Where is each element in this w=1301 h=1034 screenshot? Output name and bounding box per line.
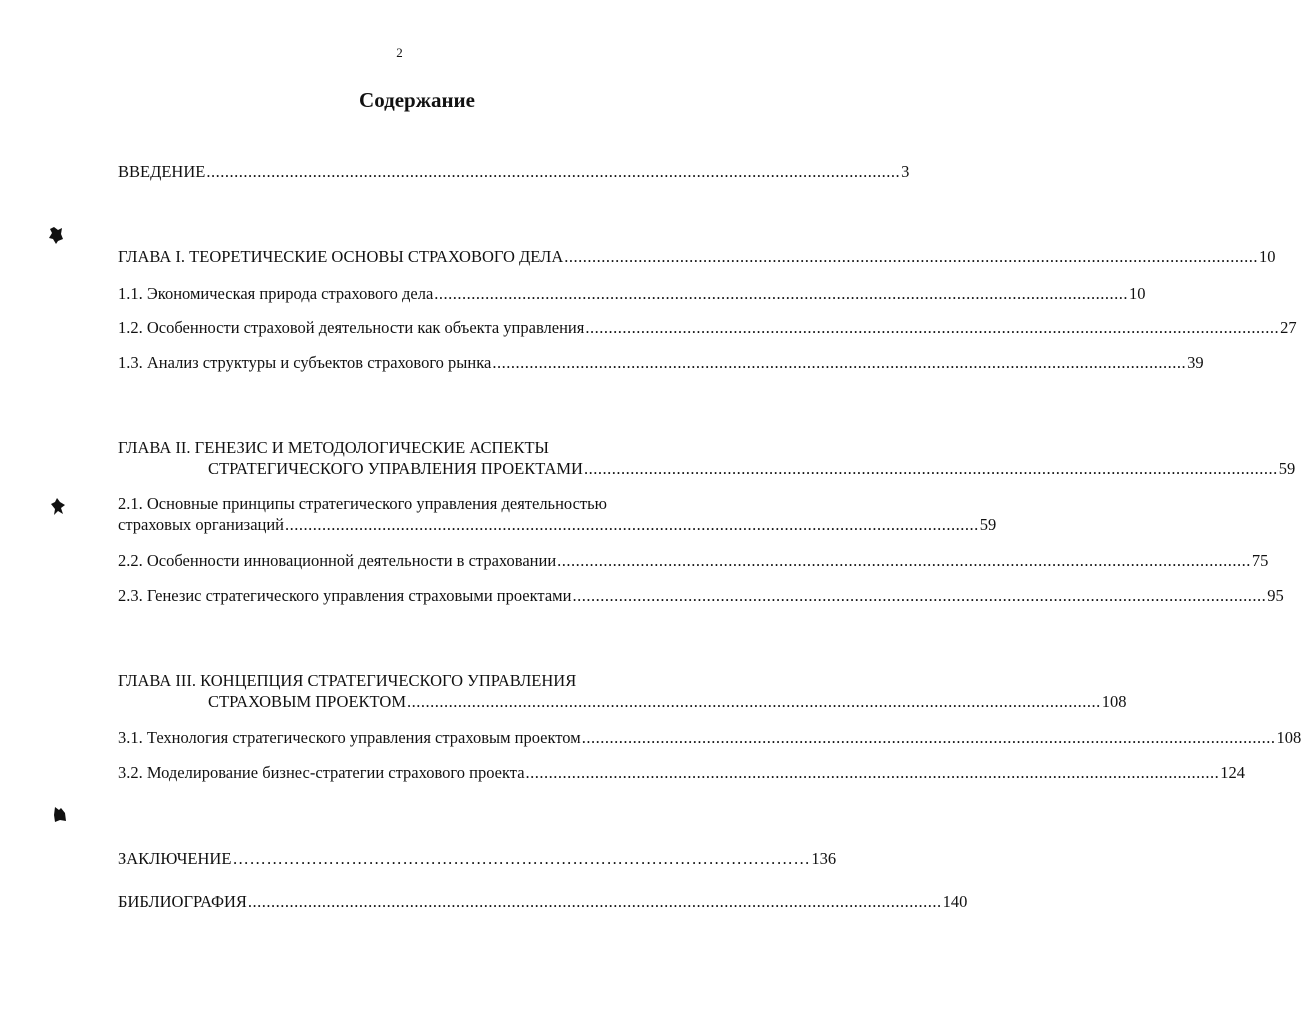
toc-chapter-2[interactable] xyxy=(208,459,1296,479)
ink-blot-icon xyxy=(52,806,68,824)
leader-dots: ...................................................................................................................................................... xyxy=(525,763,1220,782)
toc-page: 75 xyxy=(1251,551,1269,570)
ink-blot-icon xyxy=(48,226,64,244)
leader-dots: ...................................................................................................................................................... xyxy=(572,586,1267,605)
leader-dots: ...................................................................................................................................................... xyxy=(557,551,1251,570)
toc-label: 3.1. Технология стратегического управления страховым проектом xyxy=(118,728,581,747)
toc-chapter-1[interactable] xyxy=(118,247,1276,267)
toc-label: ЗАКЛЮЧЕНИЕ xyxy=(118,849,232,868)
toc-label: 1.3. Анализ структуры и субъектов страхового рынка xyxy=(118,353,492,372)
toc-label: 3.2. Моделирование бизнес-стратегии страхового проекта xyxy=(118,763,525,782)
leader-dots: ………………………………………………………………………………………… xyxy=(232,849,811,868)
toc-chapter-3-line1[interactable]: ГЛАВА III. КОНЦЕПЦИЯ СТРАТЕГИЧЕСКОГО УПРАВЛЕНИЯ xyxy=(118,671,577,690)
leader-dots: ...................................................................................................................................................... xyxy=(206,162,901,181)
leader-dots: ...................................................................................................................................................... xyxy=(583,459,1278,478)
toc-page: 27 xyxy=(1280,318,1297,337)
toc-chapter-2-line1[interactable]: ГЛАВА II. ГЕНЕЗИС И МЕТОДОЛОГИЧЕСКИЕ АСПЕКТЫ xyxy=(118,438,549,457)
leader-dots: ...................................................................................................................................................... xyxy=(564,247,1259,266)
leader-dots: ...................................................................................................................................................... xyxy=(407,692,1101,711)
toc-section-2-3[interactable] xyxy=(118,586,1284,606)
leader-dots: ...................................................................................................................................................... xyxy=(492,353,1187,372)
toc-label: страховых организаций xyxy=(118,515,285,534)
ink-blot-icon xyxy=(50,498,66,516)
toc-page: 95 xyxy=(1267,586,1284,605)
toc-page: 3 xyxy=(901,162,910,181)
toc-section-1-3[interactable] xyxy=(118,353,1204,373)
toc-page: 124 xyxy=(1220,763,1246,782)
toc-page: 39 xyxy=(1187,353,1204,372)
page-number: 2 xyxy=(396,45,403,60)
toc-entry-intro[interactable] xyxy=(118,162,910,182)
toc-entry-conclusion[interactable] xyxy=(118,849,837,869)
toc-section-3-2[interactable] xyxy=(118,763,1246,783)
toc-section-1-1[interactable] xyxy=(118,284,1146,304)
toc-section-2-2[interactable] xyxy=(118,551,1269,571)
page-title: Содержание xyxy=(359,88,475,112)
toc-label: 2.2. Особенности инновационной деятельности в страховании xyxy=(118,551,557,570)
leader-dots: ...................................................................................................................................................... xyxy=(434,284,1129,303)
toc-section-1-2[interactable] xyxy=(118,318,1297,338)
toc-page: 108 xyxy=(1101,692,1127,711)
toc-label: 1.2. Особенности страховой деятельности как объекта управления xyxy=(118,318,585,337)
toc-section-2-1-line1[interactable]: 2.1. Основные принципы стратегического управления деятельностью xyxy=(118,494,607,513)
leader-dots: ...................................................................................................................................................... xyxy=(285,515,979,534)
toc-page: 59 xyxy=(1278,459,1296,478)
leader-dots: ...................................................................................................................................................... xyxy=(581,728,1276,747)
toc-page: 10 xyxy=(1259,247,1276,266)
toc-label: СТРАТЕГИЧЕСКОГО УПРАВЛЕНИЯ ПРОЕКТАМИ xyxy=(208,459,583,478)
toc-page: 10 xyxy=(1129,284,1146,303)
toc-page: 140 xyxy=(942,892,968,911)
toc-section-2-1[interactable] xyxy=(118,515,997,535)
toc-page: 108 xyxy=(1276,728,1301,747)
toc-label: 2.3. Генезис стратегического управления страховыми проектами xyxy=(118,586,572,605)
toc-label: ВВЕДЕНИЕ xyxy=(118,162,206,181)
toc-page: 136 xyxy=(811,849,837,868)
toc-label: 1.1. Экономическая природа страхового дела xyxy=(118,284,434,303)
toc-label: ГЛАВА I. ТЕОРЕТИЧЕСКИЕ ОСНОВЫ СТРАХОВОГО ДЕЛА xyxy=(118,247,564,266)
toc-chapter-3[interactable] xyxy=(208,692,1127,712)
toc-section-3-1[interactable] xyxy=(118,728,1301,748)
toc-page: 59 xyxy=(979,515,997,534)
toc-entry-bibliography[interactable] xyxy=(118,892,968,912)
leader-dots: ...................................................................................................................................................... xyxy=(247,892,942,911)
toc-label: СТРАХОВЫМ ПРОЕКТОМ xyxy=(208,692,406,711)
leader-dots: ...................................................................................................................................................... xyxy=(585,318,1280,337)
toc-label: БИБЛИОГРАФИЯ xyxy=(118,892,247,911)
